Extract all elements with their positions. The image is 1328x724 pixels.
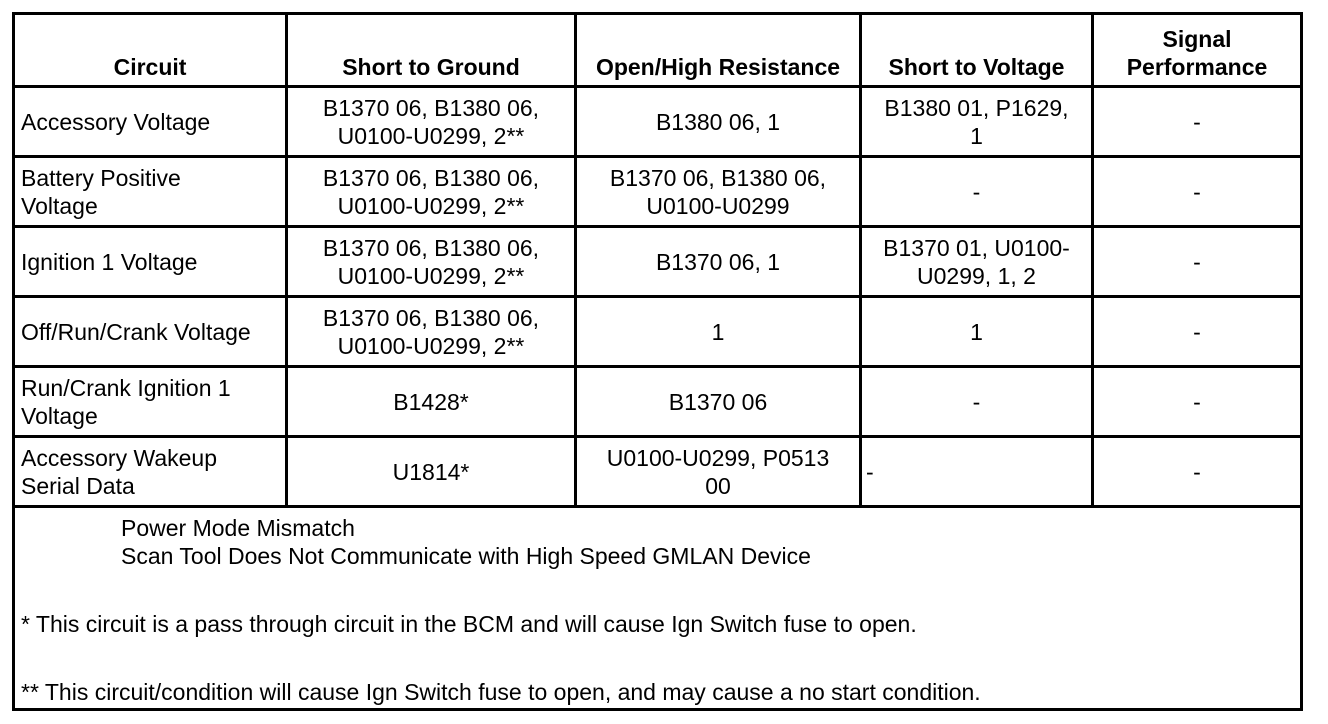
cell-short-to-voltage — [861, 297, 1093, 367]
cell-short-to-voltage — [861, 367, 1093, 437]
cell-text-line: B1428* — [393, 388, 469, 415]
table-row — [14, 437, 1302, 507]
cell-text-line: - — [1193, 178, 1201, 205]
cell-circuit — [14, 227, 287, 297]
cell-text-line: - — [972, 388, 981, 415]
cell-short-to-ground — [287, 227, 576, 297]
cell-text-line: Run/Crank Ignition 1 — [21, 374, 231, 401]
cell-short-to-ground — [287, 367, 576, 437]
cell-text-line: - — [1193, 388, 1201, 415]
cell-text-line: - — [866, 458, 874, 485]
cell-circuit — [14, 297, 287, 367]
notes-row — [14, 507, 1302, 710]
cell-text-line: - — [1193, 248, 1201, 275]
header-open-high-resistance: Open/High Resistance — [576, 14, 861, 87]
cell-signal-performance — [1093, 157, 1302, 227]
cell-circuit — [14, 367, 287, 437]
cell-text-line: - — [1193, 458, 1201, 485]
cell-circuit — [14, 437, 287, 507]
cell-circuit — [14, 87, 287, 157]
cell-text-line: B1370 01, U0100- — [883, 234, 1070, 261]
cell-text-line: U0299, 1, 2 — [917, 262, 1036, 289]
circuit-diagnostic-table — [12, 12, 1303, 711]
cell-signal-performance — [1093, 87, 1302, 157]
cell-circuit — [14, 157, 287, 227]
cell-text-line: Accessory Voltage — [21, 108, 211, 135]
cell-short-to-voltage — [861, 227, 1093, 297]
cell-text-line: U0100-U0299 — [646, 192, 790, 219]
cell-text-line: - — [1193, 318, 1201, 345]
header-short-to-voltage: Short to Voltage — [861, 14, 1093, 87]
cell-text-line: Voltage — [21, 402, 98, 429]
cell-text-line: 00 — [705, 472, 731, 499]
note-scan-tool: Scan Tool Does Not Communicate with High Speed GMLAN Device — [121, 543, 811, 569]
cell-text-line: Ignition 1 Voltage — [21, 248, 198, 275]
cell-signal-performance — [1093, 367, 1302, 437]
table-row — [14, 87, 1302, 157]
cell-short-to-ground — [287, 297, 576, 367]
cell-open-high-resistance — [576, 367, 861, 437]
cell-signal-performance — [1093, 437, 1302, 507]
cell-text-line: Serial Data — [21, 472, 135, 499]
cell-text-line: 1 — [970, 122, 983, 149]
cell-text-line: Off/Run/Crank Voltage — [21, 318, 251, 345]
cell-open-high-resistance — [576, 437, 861, 507]
cell-open-high-resistance — [576, 87, 861, 157]
cell-text-line: B1370 06, B1380 06, — [322, 94, 540, 121]
cell-text-line: 1 — [970, 318, 983, 345]
cell-text-line: Voltage — [21, 192, 98, 219]
cell-text-line: B1370 06 — [668, 388, 768, 415]
cell-text-line: B1370 06, B1380 06, — [322, 234, 540, 261]
cell-signal-performance — [1093, 227, 1302, 297]
header-signal-performance: Signal Performance — [1093, 14, 1302, 87]
document — [12, 12, 1300, 711]
cell-text-line: U0100-U0299, 2** — [337, 332, 525, 359]
cell-signal-performance — [1093, 297, 1302, 367]
header-row — [14, 14, 1302, 87]
note-power-mode-mismatch: Power Mode Mismatch — [121, 515, 355, 541]
cell-text-line: B1380 06, 1 — [655, 108, 781, 135]
header-short-to-ground: Short to Ground — [287, 14, 576, 87]
cell-open-high-resistance — [576, 297, 861, 367]
cell-short-to-voltage — [861, 437, 1093, 507]
cell-text-line: U0100-U0299, 2** — [337, 192, 525, 219]
cell-text-line: U0100-U0299, 2** — [337, 122, 525, 149]
cell-open-high-resistance — [576, 157, 861, 227]
cell-text-line: B1370 06, 1 — [655, 248, 781, 275]
cell-short-to-ground — [287, 87, 576, 157]
cell-short-to-voltage — [861, 157, 1093, 227]
cell-open-high-resistance — [576, 227, 861, 297]
cell-text-line: B1370 06, B1380 06, — [609, 164, 827, 191]
notes-cell — [14, 507, 1302, 710]
cell-text-line: Accessory Wakeup — [21, 444, 217, 471]
cell-text-line: B1370 06, B1380 06, — [322, 164, 540, 191]
cell-text-line: - — [1193, 108, 1201, 135]
cell-text-line: U1814* — [392, 458, 470, 485]
cell-text-line: B1380 01, P1629, — [884, 94, 1069, 121]
table-row — [14, 227, 1302, 297]
cell-short-to-ground — [287, 157, 576, 227]
footnote-double-asterisk: ** This circuit/condition will cause Ign Switch fuse to open, and may cause a no start condition. — [21, 679, 981, 705]
footnote-single-asterisk: * This circuit is a pass through circuit in the BCM and will cause Ign Switch fuse to open. — [21, 611, 917, 637]
table-row — [14, 157, 1302, 227]
cell-text-line: U0100-U0299, P0513 — [606, 444, 830, 471]
table-row — [14, 367, 1302, 437]
cell-text-line: B1370 06, B1380 06, — [322, 304, 540, 331]
table-row — [14, 297, 1302, 367]
cell-text-line: U0100-U0299, 2** — [337, 262, 525, 289]
cell-text-line: - — [972, 178, 981, 205]
cell-text-line: 1 — [711, 318, 725, 345]
header-circuit: Circuit — [14, 14, 287, 87]
table-body — [14, 87, 1302, 507]
cell-short-to-ground — [287, 437, 576, 507]
cell-short-to-voltage — [861, 87, 1093, 157]
cell-text-line: Battery Positive — [21, 164, 181, 191]
